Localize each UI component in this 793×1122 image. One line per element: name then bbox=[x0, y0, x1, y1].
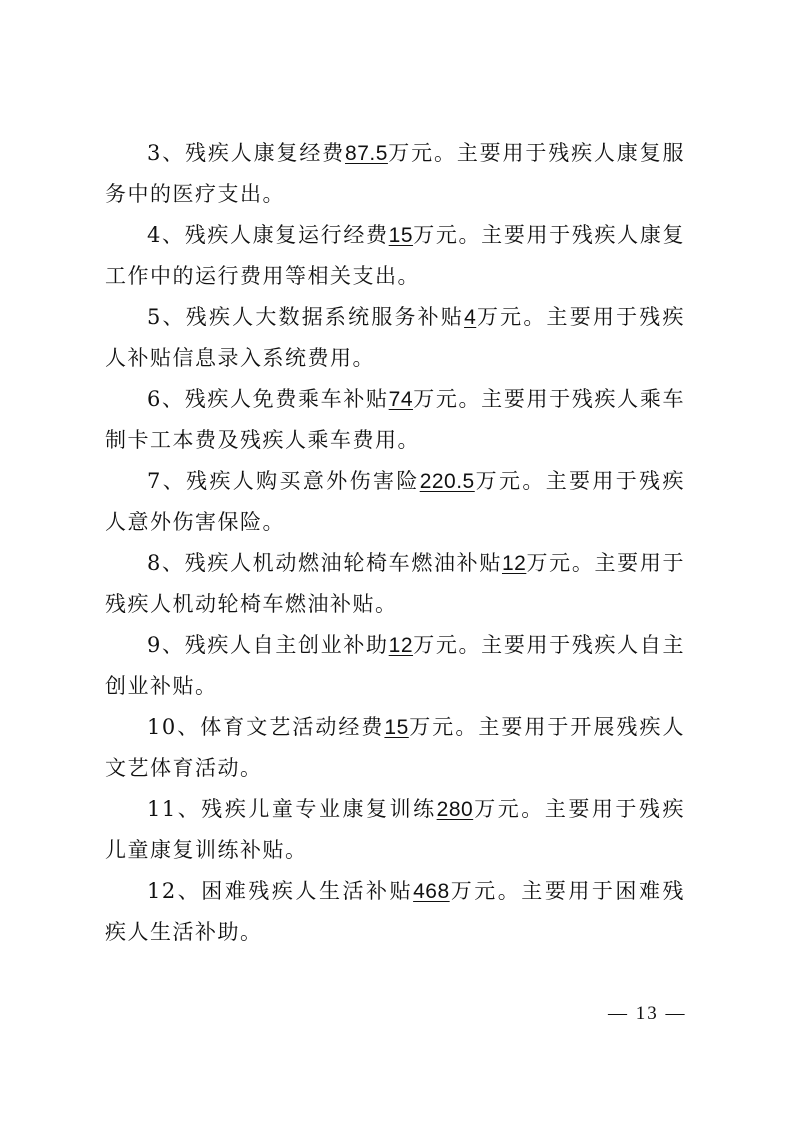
list-item bbox=[105, 461, 685, 543]
list-item bbox=[105, 379, 685, 461]
item-description: 万元。主要用于残疾人康复服务中的医疗支出。 bbox=[105, 141, 685, 206]
item-label: 7、残疾人购买意外伤害险 bbox=[147, 469, 420, 493]
page-number: — 13 — bbox=[608, 1003, 687, 1024]
item-amount: 15 bbox=[384, 716, 409, 739]
item-amount: 220.5 bbox=[419, 470, 475, 493]
item-description: 万元。主要用于残疾人补贴信息录入系统费用。 bbox=[105, 305, 685, 370]
item-label: 6、残疾人免费乘车补贴 bbox=[147, 387, 389, 411]
item-label: 5、残疾人大数据系统服务补贴 bbox=[147, 305, 465, 329]
item-description: 万元。主要用于残疾人自主创业补贴。 bbox=[105, 633, 685, 698]
item-amount: 280 bbox=[436, 798, 474, 821]
item-label: 11、残疾儿童专业康复训练 bbox=[147, 797, 437, 821]
list-item bbox=[105, 543, 685, 625]
item-description: 万元。主要用于困难残疾人生活补助。 bbox=[105, 879, 685, 944]
item-amount: 15 bbox=[388, 224, 414, 247]
item-description: 万元。主要用于残疾人意外伤害保险。 bbox=[105, 469, 685, 534]
item-label: 12、困难残疾人生活补贴 bbox=[147, 879, 414, 903]
item-description: 万元。主要用于残疾人康复工作中的运行费用等相关支出。 bbox=[105, 223, 685, 288]
list-item bbox=[105, 133, 685, 215]
item-label: 8、残疾人机动燃油轮椅车燃油补贴 bbox=[147, 551, 502, 575]
item-label: 9、残疾人自主创业补助 bbox=[147, 633, 389, 657]
item-amount: 12 bbox=[388, 634, 414, 657]
item-amount: 12 bbox=[501, 552, 527, 575]
item-amount: 4 bbox=[464, 306, 477, 329]
item-amount: 468 bbox=[413, 880, 450, 903]
document-body bbox=[105, 133, 685, 953]
item-description: 万元。主要用于开展残疾人文艺体育活动。 bbox=[105, 715, 685, 780]
list-item bbox=[105, 625, 685, 707]
item-description: 万元。主要用于残疾人乘车制卡工本费及残疾人乘车费用。 bbox=[105, 387, 685, 452]
list-item bbox=[105, 707, 685, 789]
item-description: 万元。主要用于残疾人机动轮椅车燃油补贴。 bbox=[105, 551, 685, 616]
item-label: 10、体育文艺活动经费 bbox=[147, 715, 385, 739]
item-description: 万元。主要用于残疾儿童康复训练补贴。 bbox=[105, 797, 685, 862]
list-item bbox=[105, 871, 685, 953]
item-label: 3、残疾人康复经费 bbox=[147, 141, 346, 165]
item-amount: 74 bbox=[388, 388, 414, 411]
item-label: 4、残疾人康复运行经费 bbox=[147, 223, 389, 247]
list-item bbox=[105, 789, 685, 871]
item-amount: 87.5 bbox=[345, 142, 388, 165]
list-item bbox=[105, 215, 685, 297]
list-item bbox=[105, 297, 685, 379]
